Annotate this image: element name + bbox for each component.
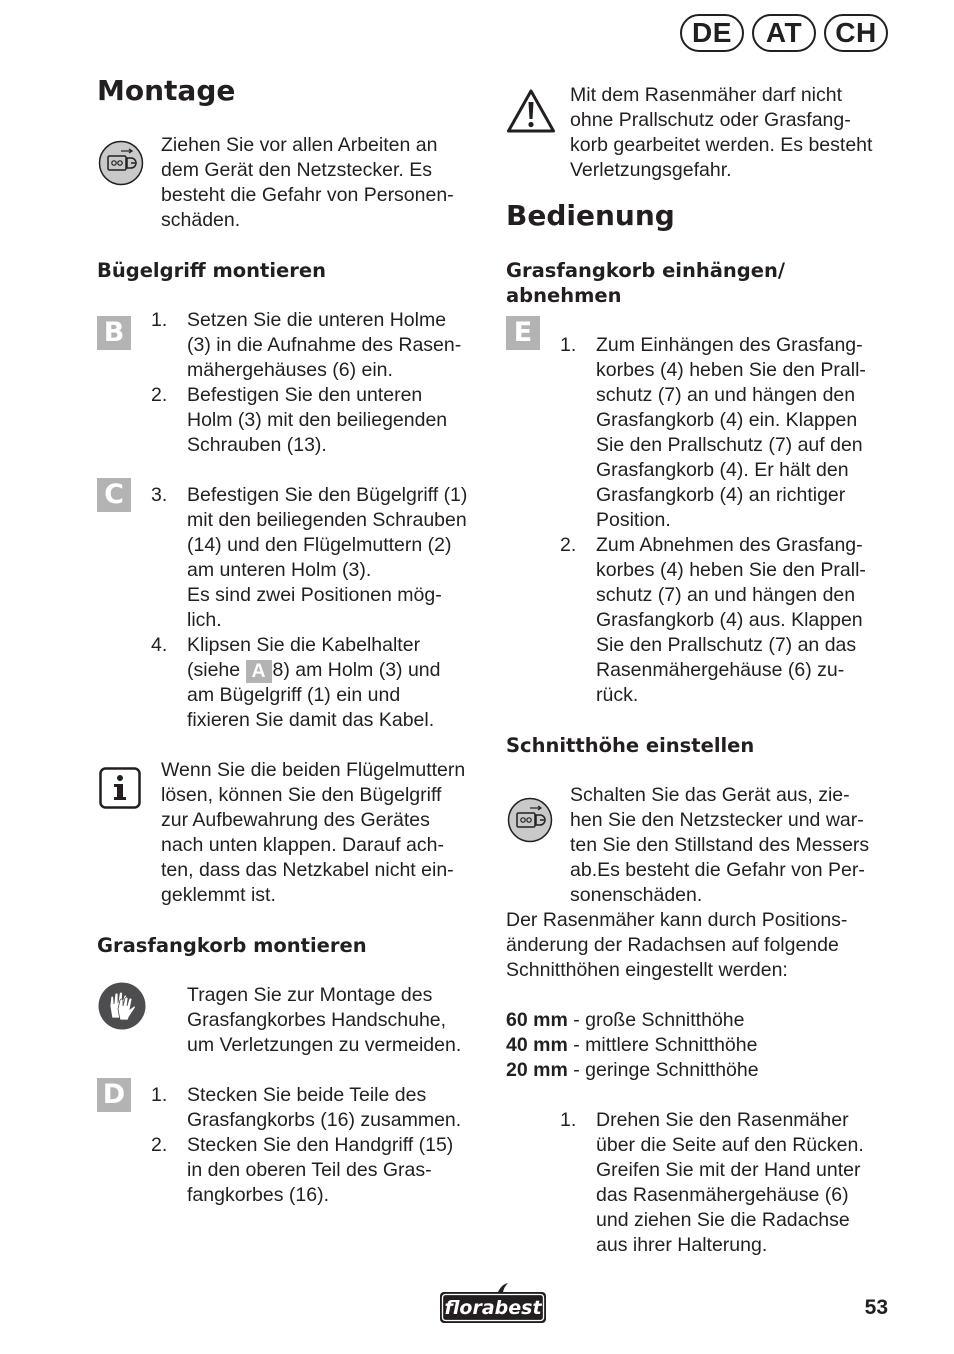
steps-e-list <box>560 333 900 708</box>
list-item: 2. Zum Abnehmen des Grasfang- korbes (4) heben Sie den Prall- schutz (7) an und hängen den Grasfangkorb (4) aus. Klappen Sie den Prallschutz (7) an das Rasenmähergehäuse (6) zu- rück. <box>560 534 866 706</box>
figure-ref-a-inline: A <box>246 660 272 683</box>
cutting-height-intro: Der Rasenmäher kann durch Positions- änderung der Radachsen auf folgende Schnitthöhen eingestellt werden: <box>506 909 848 981</box>
figure-ref-d: D <box>97 1078 131 1112</box>
steps-c-list <box>151 483 491 733</box>
badge-at: AT <box>752 14 816 52</box>
warning-icon <box>506 88 556 134</box>
list-item: 4. Klipsen Sie die Kabelhalter (siehe A 8) am Holm (3) und am Bügelgriff (1) ein und fixieren Sie damit das Kabel. <box>151 634 441 731</box>
steps-d-list <box>151 1083 491 1208</box>
subheading-buegelgriff: Bügelgriff montieren <box>97 259 327 282</box>
list-item: 20 mm - geringe Schnitthöhe <box>506 1059 759 1081</box>
info-text: Wenn Sie die beiden Flügelmuttern lösen, können Sie den Bügelgriff zur Aufbewahrung des Gerätes nach unten klappen. Darauf ach- ten, dass das Netzkabel nicht ein- geklemmt ist. <box>161 759 466 906</box>
figure-ref-c: C <box>97 478 131 512</box>
cutting-heights-list <box>506 1008 906 1083</box>
figure-ref-e: E <box>506 316 540 350</box>
list-item: 60 mm - große Schnitthöhe <box>506 1009 745 1031</box>
gloves-icon <box>98 982 146 1030</box>
list-item: 40 mm - mittlere Schnitthöhe <box>506 1034 758 1056</box>
subheading-grasfangkorb-montieren: Grasfangkorb montieren <box>97 934 367 957</box>
badge-de: DE <box>680 14 744 52</box>
steps-f-list <box>560 1108 900 1258</box>
list-item: 1. Setzen Sie die unteren Holme (3) in die Aufnahme des Rasen- mähergehäuses (6) ein. <box>151 309 462 381</box>
info-icon <box>99 767 141 809</box>
gloves-text: Tragen Sie zur Montage des Grasfangkorbes Handschuhe, um Verletzungen zu vermeiden. <box>187 984 462 1056</box>
warning-text: Mit dem Rasenmäher darf nicht ohne Prallschutz oder Grasfang- korb gearbeitet werden. Es besteht Verletzungsgefahr. <box>570 84 873 181</box>
subheading-grasfangkorb-einhaengen: Grasfangkorb einhängen/ abnehmen <box>506 259 785 307</box>
list-item: 3. Befestigen Sie den Bügelgriff (1) mit den beiliegenden Schrauben (14) und den Flügelmuttern (2) am unteren Holm (3). Es sind zwei Positionen mög- lich. <box>151 484 468 631</box>
heading-montage: Montage <box>97 74 236 107</box>
unplug-icon <box>507 797 553 843</box>
list-item: 1. Zum Einhängen des Grasfang- korbes (4) heben Sie den Prall- schutz (7) an und hängen den Grasfangkorb (4) ein. Klappen Sie den Prallschutz (7) auf den Grasfangkorb (4). Er hält den Grasfangkorb (4) an richtiger Position. <box>560 334 866 531</box>
svg-text:florabest: florabest <box>444 1297 542 1319</box>
badge-ch: CH <box>824 14 888 52</box>
florabest-logo <box>438 1282 548 1326</box>
list-item: 2. Stecken Sie den Handgriff (15) in den oberen Teil des Gras- fangkorbes (16). <box>151 1134 454 1206</box>
plug-warning-text: Ziehen Sie vor allen Arbeiten an dem Gerät den Netzstecker. Es besteht die Gefahr von Personen- schäden. <box>161 134 454 231</box>
list-item: 1. Drehen Sie den Rasenmäher über die Seite auf den Rücken. Greifen Sie mit der Hand unter das Rasenmähergehäuse (6) und ziehen Sie die Radachse aus ihrer Halterung. <box>560 1109 864 1256</box>
page-number: 53 <box>864 1296 888 1319</box>
subheading-schnitthoehe: Schnitthöhe einstellen <box>506 734 755 757</box>
list-item: 1. Stecken Sie beide Teile des Grasfangkorbs (16) zusammen. <box>151 1084 462 1131</box>
plug-warning-text-2: Schalten Sie das Gerät aus, zie- hen Sie den Netzstecker und war- ten Sie den Stillstand des Messers ab.Es besteht die Gefahr von Per- sonenschäden. <box>570 784 870 906</box>
list-item: 2. Befestigen Sie den unteren Holm (3) mit den beiliegenden Schrauben (13). <box>151 384 448 456</box>
steps-b-list <box>151 308 491 458</box>
heading-bedienung: Bedienung <box>506 199 675 232</box>
figure-ref-b: B <box>97 316 131 350</box>
unplug-icon <box>98 140 144 186</box>
